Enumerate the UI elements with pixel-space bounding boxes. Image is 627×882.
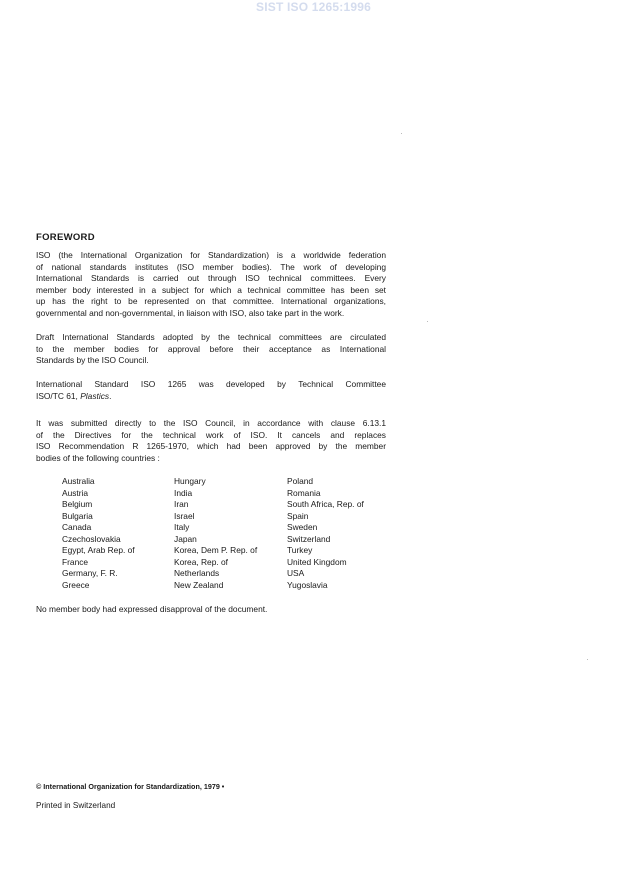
country-item: Belgium	[62, 499, 93, 510]
text-line: up has the right to be represented on that committee. International organizations,	[36, 296, 386, 307]
text-line: ISO (the International Organization for Standardization) is a worldwide federation	[36, 250, 386, 260]
country-column-2	[174, 476, 257, 591]
country-item: United Kingdom	[287, 556, 347, 567]
country-column-3	[287, 476, 364, 591]
country-item: Sweden	[287, 522, 318, 533]
country-column-1	[62, 476, 135, 591]
country-item: USA	[287, 568, 305, 579]
text-line: to the member bodies for approval before their acceptance as International	[36, 343, 386, 354]
country-item: Israel	[174, 510, 195, 521]
text-line: member body interested in a subject for which a technical committee has been set	[36, 284, 386, 295]
country-item: Italy	[174, 522, 190, 533]
period: .	[109, 390, 112, 401]
copyright-line: © International Organization for Standardization, 1979 •	[36, 782, 225, 791]
country-item: Romania	[287, 487, 321, 498]
text-line: bodies of the following countries :	[36, 452, 160, 463]
country-item: Bulgaria	[62, 510, 93, 521]
text-line: ISO Recommendation R 1265-1970, which had been approved by the member	[36, 441, 386, 452]
country-item: Germany, F. R.	[62, 568, 118, 579]
text-line: of national standards institutes (ISO member bodies). The work of developing	[36, 261, 386, 272]
paragraph-developed-by	[36, 379, 386, 402]
text-line: International Standards is carried out through ISO technical committees. Every	[36, 273, 386, 284]
committee-ref: ISO/TC 61,	[36, 390, 81, 401]
country-item: Japan	[174, 533, 197, 544]
paragraph-draft-standards	[36, 332, 386, 367]
watermark: SIST ISO 1265:1996	[256, 0, 371, 14]
country-item: Turkey	[287, 545, 313, 556]
country-item: Greece	[62, 579, 90, 590]
country-item: Korea, Dem P. Rep. of	[174, 545, 258, 556]
no-disapproval-note: No member body had expressed disapproval of the document.	[36, 604, 268, 614]
text-line: Standards by the ISO Council.	[36, 355, 149, 366]
country-item: Korea, Rep. of	[174, 556, 229, 567]
paragraph-submission	[36, 418, 386, 464]
text-line: Draft International Standards adopted by the technical committees are circulated	[36, 332, 386, 342]
committee-title: Plastics	[80, 390, 110, 401]
country-item: Yugoslavia	[287, 579, 328, 590]
country-item: Switzerland	[287, 533, 331, 544]
scan-speck	[427, 321, 428, 322]
country-item: Canada	[62, 522, 92, 533]
country-list	[62, 476, 392, 596]
text-line: of the Directives for the technical work of ISO. It cancels and replaces	[36, 429, 386, 440]
printed-in: Printed in Switzerland	[36, 801, 116, 810]
country-item: Egypt, Arab Rep. of	[62, 545, 135, 556]
country-item: Czechoslovakia	[62, 533, 121, 544]
text-line: It was submitted directly to the ISO Council, in accordance with clause 6.13.1	[36, 418, 386, 428]
paragraph-iso-intro	[36, 250, 386, 320]
country-item: Spain	[287, 510, 309, 521]
country-item: Iran	[174, 499, 189, 510]
foreword-heading: FOREWORD	[36, 232, 95, 243]
country-item: Australia	[62, 476, 95, 486]
scan-speck	[587, 659, 588, 660]
text-line	[36, 391, 386, 403]
country-item: India	[174, 487, 193, 498]
country-item: South Africa, Rep. of	[287, 499, 364, 510]
country-item: Poland	[287, 476, 314, 486]
country-item: Austria	[62, 487, 89, 498]
scan-speck	[401, 133, 402, 134]
text-line: governmental and non-governmental, in liaison with ISO, also take part in the work.	[36, 307, 345, 318]
country-item: France	[62, 556, 89, 567]
text-line: International Standard ISO 1265 was developed by Technical Committee	[36, 379, 386, 389]
country-item: Hungary	[174, 476, 206, 486]
country-item: Netherlands	[174, 568, 220, 579]
country-item: New Zealand	[174, 579, 224, 590]
